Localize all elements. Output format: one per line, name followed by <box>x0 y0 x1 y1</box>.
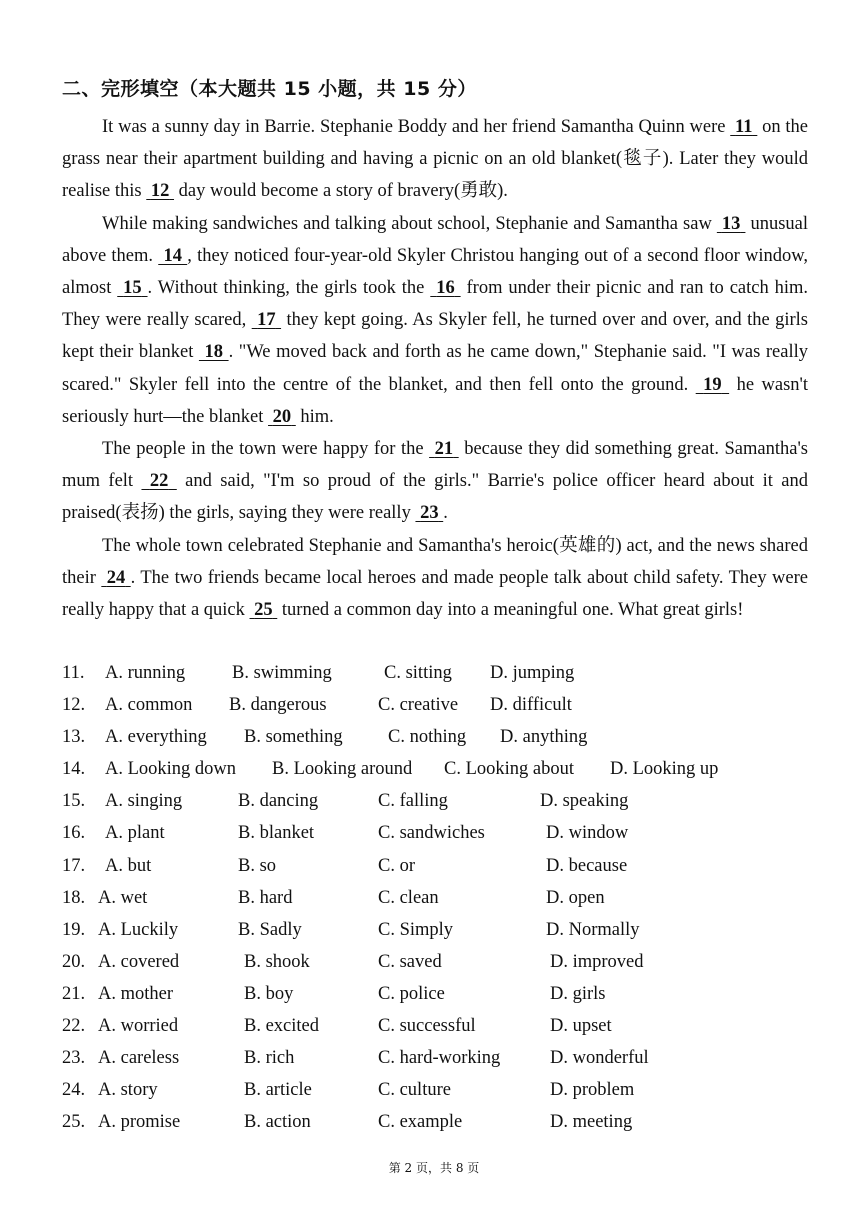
option-a: A. everything <box>105 727 207 748</box>
option-c: C. sandwiches <box>378 823 485 844</box>
option-b: B. so <box>238 855 277 876</box>
blank-number: 14 <box>163 245 182 266</box>
option-b: B. blanket <box>238 823 315 844</box>
option-d: D. open <box>546 887 605 908</box>
option-d: D. meeting <box>550 1112 633 1133</box>
option-a: A. story <box>98 1080 158 1101</box>
passage-text: on the grass near their apartment building and having a picnic on an old blanket(毯子). Later they would realise this <box>62 117 809 202</box>
passage-text: The people in the town were happy for the <box>102 439 430 460</box>
passage-text: and said, "I'm so proud of the girls." Barrie's police officer heard about it and praised(表扬) the girls, saying they were really <box>62 471 809 524</box>
option-c: C. nothing <box>388 727 467 748</box>
option-a: A. plant <box>105 823 165 844</box>
option-b: B. something <box>244 727 343 748</box>
question-number: 18. <box>62 887 86 908</box>
blank-number: 19 <box>703 374 722 395</box>
option-b: B. rich <box>244 1048 295 1069</box>
option-c: C. clean <box>378 887 439 908</box>
question-number: 20. <box>62 951 86 972</box>
blank-number: 21 <box>434 439 454 460</box>
question-number: 19. <box>62 919 86 940</box>
option-b: B. dancing <box>238 791 319 812</box>
passage-text: . Without thinking, the girls took the <box>147 278 431 299</box>
option-c: C. successful <box>378 1016 476 1037</box>
option-b: B. dangerous <box>229 695 327 716</box>
option-c: C. or <box>378 855 415 876</box>
option-d: D. speaking <box>540 791 629 812</box>
option-c: C. falling <box>378 791 448 812</box>
blank-number: 16 <box>436 278 455 299</box>
option-d: D. difficult <box>490 695 572 716</box>
cloze-passage <box>62 111 808 626</box>
blank-number: 11 <box>735 117 753 137</box>
option-d: D. girls <box>550 983 606 1004</box>
option-d: D. because <box>546 855 628 876</box>
option-c: C. police <box>378 983 445 1004</box>
option-b: B. action <box>244 1112 311 1133</box>
option-d: D. problem <box>550 1080 635 1101</box>
option-c: C. hard-working <box>378 1048 501 1069</box>
blank-number: 17 <box>257 310 276 331</box>
blank-number: 23 <box>420 503 439 524</box>
question-number: 12. <box>62 695 86 716</box>
option-b: B. article <box>244 1080 312 1101</box>
passage-text: It was a sunny day in Barrie. Stephanie Boddy and her friend Samantha Quinn were <box>102 117 731 137</box>
option-d: D. Normally <box>546 919 640 940</box>
option-c: C. Looking about <box>444 759 575 780</box>
option-b: B. Sadly <box>238 919 302 940</box>
question-number: 17. <box>62 855 86 876</box>
option-b: B. swimming <box>232 663 332 683</box>
option-a: A. careless <box>98 1048 180 1069</box>
option-a: A. wet <box>98 887 148 908</box>
question-number: 13. <box>62 727 86 748</box>
option-b: B. excited <box>244 1016 320 1037</box>
question-number: 22. <box>62 1016 86 1037</box>
question-number: 16. <box>62 823 86 844</box>
option-a: A. worried <box>98 1016 179 1037</box>
blank-number: 22 <box>149 471 169 492</box>
option-c: C. example <box>378 1112 463 1133</box>
passage-text: The whole town celebrated Stephanie and Samantha's heroic(英雄的) act, and the news shared their <box>62 535 808 588</box>
option-b: B. boy <box>244 983 294 1004</box>
option-a: A. but <box>105 855 152 876</box>
passage-text: him. <box>295 406 334 427</box>
option-b: B. shook <box>244 951 310 972</box>
option-d: D. upset <box>550 1016 612 1037</box>
question-number: 24. <box>62 1080 86 1101</box>
question-number: 21. <box>62 983 86 1004</box>
passage-text: While making sandwiches and talking about school, Stephanie and Samantha saw <box>102 213 717 234</box>
option-b: B. hard <box>238 887 293 908</box>
option-c: C. creative <box>378 695 459 716</box>
passage-text: . "We moved back and forth as he came down," Stephanie said. "I was really scared." Skyler fell into the centre of the blanket, and then fell onto the ground. <box>62 342 809 395</box>
option-d: D. improved <box>550 951 644 972</box>
passage-text: turned a common day into a meaningful one. What great girls! <box>277 600 744 621</box>
passage-text: . <box>443 503 448 524</box>
passage-text: because they did something great. Samantha's mum felt <box>62 439 809 492</box>
blank-number: 24 <box>106 567 126 588</box>
blank-number: 25 <box>254 600 273 621</box>
option-d: D. wonderful <box>550 1048 649 1069</box>
passage-paragraph <box>62 433 808 530</box>
option-b: B. Looking around <box>272 759 413 780</box>
option-a: A. covered <box>98 951 180 972</box>
option-a: A. common <box>105 695 193 716</box>
option-a: A. Looking down <box>105 759 237 780</box>
question-number: 25. <box>62 1112 86 1133</box>
passage-text: . The two friends became local heroes and made people talk about child safety. They were really happy that a quick <box>62 567 809 621</box>
question-number: 11. <box>62 663 85 683</box>
option-c: C. saved <box>378 951 442 972</box>
option-a: A. singing <box>105 791 183 812</box>
passage-text: they kept going. As Skyler fell, he turned over and over, and the girls kept their blanket <box>62 310 809 363</box>
question-number: 15. <box>62 791 86 812</box>
option-a: A. running <box>105 663 186 683</box>
passage-paragraph <box>62 208 808 433</box>
passage-paragraph <box>62 530 808 627</box>
passage-text: from under their picnic and ran to catch him. They were really scared, <box>62 278 809 331</box>
passage-text: unusual above them. <box>62 213 809 266</box>
option-c: C. Simply <box>378 919 454 940</box>
option-c: C. culture <box>378 1080 451 1101</box>
blank-number: 13 <box>721 213 741 234</box>
option-d: D. Looking up <box>610 759 719 780</box>
passage-text: he wasn't seriously hurt—the blanket <box>62 374 809 427</box>
passage-paragraph <box>62 111 808 208</box>
option-d: D. window <box>546 823 629 844</box>
option-a: A. promise <box>98 1112 181 1133</box>
blank-number: 18 <box>204 342 223 363</box>
blank-number: 12 <box>150 181 170 202</box>
option-a: A. Luckily <box>98 919 179 940</box>
section-heading: 二、完形填空（本大题共 15 小题，共 15 分） <box>62 78 477 100</box>
option-a: A. mother <box>98 983 174 1004</box>
passage-text: day would become a story of bravery(勇敢). <box>174 181 508 202</box>
option-d: D. jumping <box>490 663 575 683</box>
blank-number: 20 <box>272 406 292 427</box>
question-number: 23. <box>62 1048 86 1069</box>
question-number: 14. <box>62 759 86 780</box>
page-footer: 第 2 页，共 8 页 <box>388 1161 480 1175</box>
option-c: C. sitting <box>384 663 452 683</box>
blank-number: 15 <box>123 278 142 299</box>
option-d: D. anything <box>500 727 588 748</box>
passage-text: , they noticed four-year-old Skyler Christou hanging out of a second floor window, almost <box>62 245 809 299</box>
